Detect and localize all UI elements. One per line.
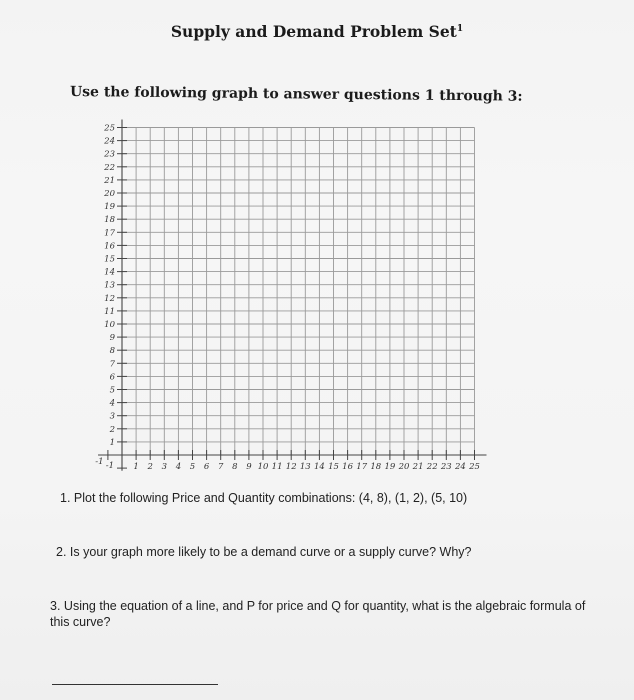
x-tick-label: 18 — [370, 462, 382, 472]
question-3 — [50, 598, 590, 630]
x-tick-label: 1 — [133, 462, 139, 472]
y-tick-label: 1 — [109, 437, 115, 448]
y-tick-label: 14 — [104, 267, 115, 278]
y-tick-label: 5 — [109, 385, 115, 396]
y-tick-label: 18 — [104, 215, 115, 226]
x-tick-label: 10 — [257, 462, 269, 472]
x-tick-label: 4 — [175, 462, 182, 472]
y-tick-label: 19 — [104, 202, 115, 213]
y-axis-ticks — [103, 124, 127, 448]
question-3-text: Using the equation of a line, and P for price and Q for quantity, what is the algebraic formula of this curve? — [50, 599, 586, 629]
y-tick-label: 2 — [109, 424, 115, 435]
x-tick-label: 24 — [454, 462, 466, 472]
title-footnote-marker: 1 — [456, 23, 464, 34]
y-tick-label: 24 — [104, 136, 115, 147]
x-tick-label: 8 — [232, 462, 238, 472]
y-tick-label: 25 — [104, 123, 115, 134]
x-tick-label: 5 — [189, 462, 196, 472]
question-2 — [56, 545, 472, 559]
x-tick-label: 22 — [426, 462, 438, 472]
question-2-text: Is your graph more likely to be a demand curve or a supply curve? Why? — [69, 545, 472, 559]
answer-line[interactable] — [52, 684, 218, 685]
y-tick-label: 6 — [109, 372, 115, 383]
y-tick-label: 9 — [109, 333, 115, 344]
x-origin-label: -1 — [95, 457, 104, 467]
x-tick-label: 23 — [440, 462, 452, 472]
y-tick-label: 4 — [109, 398, 115, 409]
x-tick-label: 15 — [328, 462, 339, 472]
x-tick-label: 3 — [161, 462, 168, 472]
x-tick-label: 21 — [412, 462, 424, 472]
x-tick-label: 6 — [203, 462, 210, 472]
x-tick-label: 2 — [147, 462, 153, 472]
y-origin-label: -1 — [105, 461, 114, 471]
question-1-number: 1. — [60, 491, 71, 505]
y-tick-label: 8 — [109, 346, 115, 357]
question-2-number: 2. — [56, 545, 67, 559]
x-axis-ticks — [133, 450, 480, 472]
y-tick-label: 15 — [104, 254, 115, 265]
y-tick-label: 20 — [104, 189, 115, 199]
x-tick-label: 20 — [398, 462, 410, 472]
y-tick-label: 21 — [104, 175, 115, 186]
x-tick-label: 25 — [469, 462, 480, 472]
question-1-text: Plot the following Price and Quantity combinations: (4, 8), (1, 2), (5, 10) — [73, 491, 468, 505]
x-tick-label: 9 — [246, 462, 252, 472]
graph-instruction: Use the following graph to answer questions 1 through 3: — [69, 84, 523, 105]
y-tick-label: 16 — [104, 241, 115, 252]
x-tick-label: 14 — [313, 462, 325, 472]
title-text: Supply and Demand Problem Set — [170, 22, 457, 41]
x-tick-label: 13 — [299, 462, 311, 472]
x-tick-label: 12 — [285, 462, 297, 472]
x-tick-label: 11 — [271, 462, 283, 472]
question-3-number: 3. — [50, 599, 61, 613]
grid-lines — [122, 128, 475, 456]
x-tick-label: 19 — [384, 462, 396, 472]
y-tick-label: 7 — [109, 359, 115, 370]
x-tick-label: 16 — [342, 462, 354, 472]
y-tick-label: 10 — [104, 320, 115, 330]
y-tick-label: 12 — [104, 293, 115, 304]
y-tick-label: 17 — [104, 228, 115, 239]
y-tick-label: 22 — [104, 162, 115, 173]
y-tick-label: 23 — [104, 149, 115, 160]
y-tick-label: 3 — [109, 411, 115, 422]
y-tick-label: 13 — [104, 280, 115, 291]
x-tick-label: 7 — [217, 462, 224, 472]
y-tick-label: 11 — [104, 306, 115, 317]
question-1 — [60, 491, 467, 505]
x-tick-label: 17 — [356, 462, 368, 472]
